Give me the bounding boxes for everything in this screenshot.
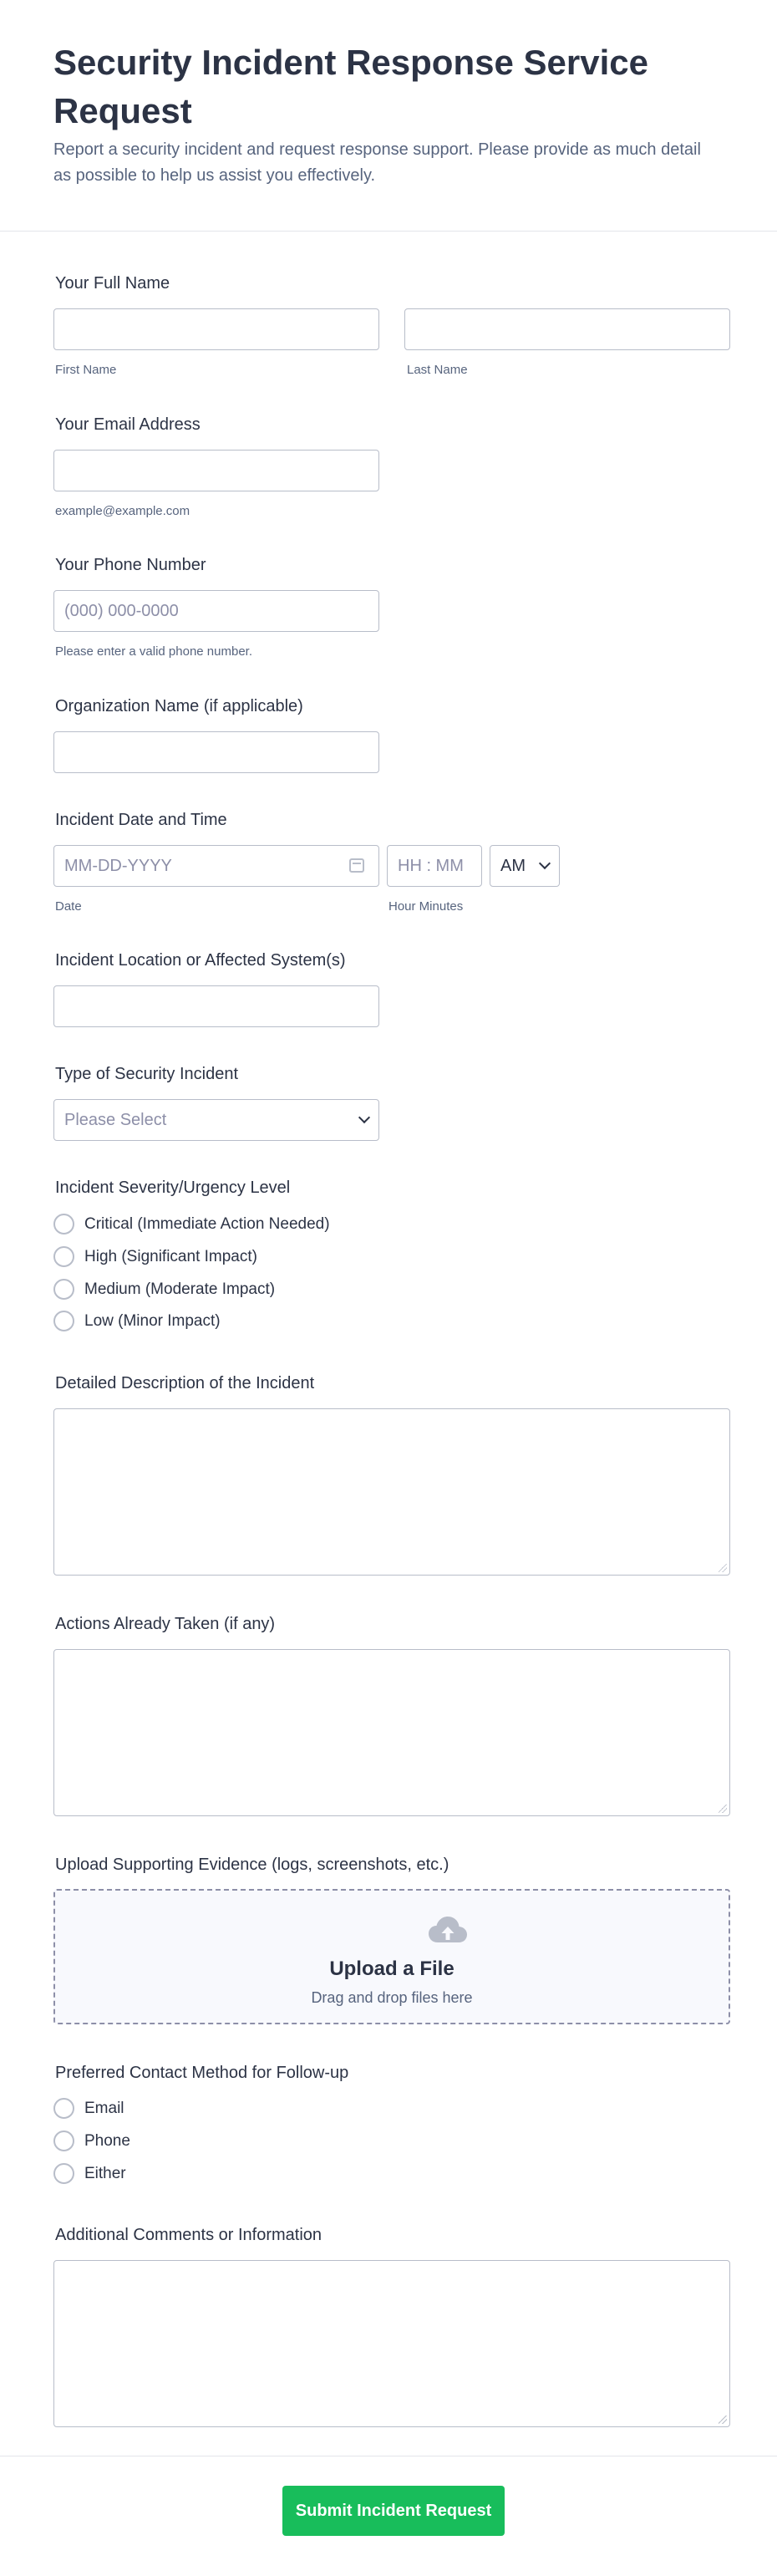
contact-option-label: Email	[84, 2099, 124, 2117]
form-header	[0, 0, 777, 232]
full-name-label: Your Full Name	[55, 274, 170, 293]
first-name-sublabel: First Name	[55, 363, 117, 377]
severity-option-high[interactable]	[53, 1246, 257, 1267]
resize-handle-icon[interactable]	[719, 1564, 727, 1572]
comments-label: Additional Comments or Information	[55, 2226, 322, 2244]
incident-time-input[interactable]	[387, 845, 482, 887]
actions-taken-label: Actions Already Taken (if any)	[55, 1615, 276, 1633]
form-footer	[0, 2456, 777, 2576]
upload-subtitle: Drag and drop files here	[311, 1989, 473, 2006]
incident-date-input[interactable]	[53, 845, 379, 887]
radio-button[interactable]	[53, 1279, 74, 1300]
last-name-sublabel: Last Name	[407, 363, 468, 377]
radio-button[interactable]	[53, 2163, 74, 2184]
contact-option-either[interactable]	[53, 2163, 126, 2184]
radio-button[interactable]	[53, 2131, 74, 2151]
submit-button[interactable]: Submit Incident Request	[282, 2486, 505, 2536]
location-input[interactable]	[53, 985, 379, 1027]
organization-label: Organization Name (if applicable)	[55, 697, 303, 715]
phone-sublabel: Please enter a valid phone number.	[55, 644, 252, 659]
severity-option-label: Critical (Immediate Action Needed)	[84, 1214, 330, 1233]
incident-type-select[interactable]	[53, 1099, 379, 1141]
file-upload-dropzone[interactable]	[53, 1889, 730, 2024]
actions-taken-textarea[interactable]	[53, 1649, 730, 1816]
radio-button[interactable]	[53, 1214, 74, 1235]
radio-button[interactable]	[53, 1246, 74, 1267]
chevron-down-icon	[539, 858, 551, 869]
page-subtitle: Report a security incident and request response support. Please provide as much detail as possible to help us assist you effectively.	[53, 140, 701, 185]
resize-handle-icon[interactable]	[719, 2416, 727, 2424]
severity-option-label: Medium (Moderate Impact)	[84, 1280, 276, 1298]
severity-option-label: Low (Minor Impact)	[84, 1311, 221, 1330]
incident-datetime-label: Incident Date and Time	[55, 811, 227, 829]
incident-type-placeholder: Please Select	[64, 1110, 167, 1129]
severity-option-medium[interactable]	[53, 1279, 275, 1300]
calendar-icon[interactable]	[349, 858, 364, 873]
phone-label: Your Phone Number	[55, 556, 206, 574]
comments-textarea[interactable]	[53, 2260, 730, 2427]
upload-label: Upload Supporting Evidence (logs, screenshots, etc.)	[55, 1856, 449, 1874]
phone-input[interactable]	[53, 590, 379, 632]
chevron-down-icon	[358, 1112, 370, 1123]
contact-option-email[interactable]	[53, 2098, 124, 2119]
organization-input[interactable]	[53, 731, 379, 773]
contact-option-phone[interactable]	[53, 2131, 130, 2151]
radio-button[interactable]	[53, 1311, 74, 1331]
description-textarea[interactable]	[53, 1408, 730, 1576]
email-sublabel: example@example.com	[55, 504, 190, 518]
contact-option-label: Either	[84, 2164, 126, 2182]
contact-method-label: Preferred Contact Method for Follow-up	[55, 2064, 349, 2082]
severity-option-low[interactable]	[53, 1311, 221, 1331]
radio-button[interactable]	[53, 2098, 74, 2119]
description-label: Detailed Description of the Incident	[55, 1374, 315, 1392]
ampm-value: AM	[500, 856, 526, 875]
resize-handle-icon[interactable]	[719, 1805, 727, 1813]
time-sublabel: Hour Minutes	[388, 899, 464, 914]
cloud-upload-icon	[428, 1916, 468, 1944]
severity-option-critical[interactable]	[53, 1214, 330, 1235]
contact-option-label: Phone	[84, 2131, 130, 2150]
page-title: Security Incident Response Service Request	[53, 43, 648, 130]
email-label: Your Email Address	[55, 415, 201, 434]
date-sublabel: Date	[55, 899, 82, 914]
email-input[interactable]	[53, 450, 379, 491]
upload-title: Upload a File	[329, 1957, 455, 1980]
last-name-input[interactable]	[404, 308, 730, 350]
ampm-select[interactable]	[490, 845, 560, 887]
severity-option-label: High (Significant Impact)	[84, 1247, 257, 1265]
first-name-input[interactable]	[53, 308, 379, 350]
location-label: Incident Location or Affected System(s)	[55, 951, 346, 970]
incident-type-label: Type of Security Incident	[55, 1065, 239, 1083]
severity-label: Incident Severity/Urgency Level	[55, 1179, 291, 1197]
